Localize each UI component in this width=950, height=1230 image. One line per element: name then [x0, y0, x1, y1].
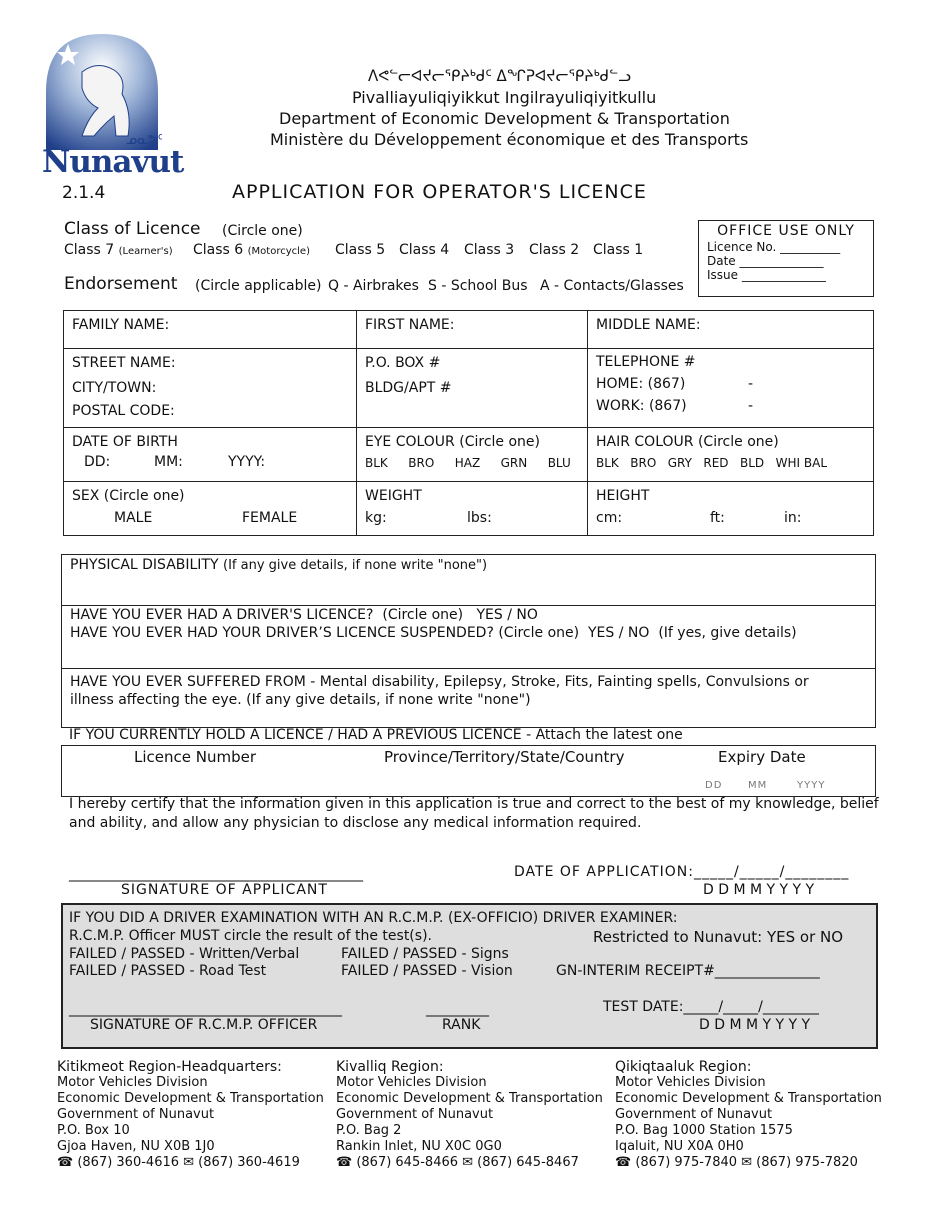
office-issue: Issue ______________ [707, 268, 826, 282]
rcmp-vision[interactable]: FAILED / PASSED - Vision [341, 963, 513, 979]
address-cell[interactable]: STREET NAME: CITY/TOWN: POSTAL CODE: [64, 349, 357, 428]
eye-haz[interactable]: HAZ [454, 456, 481, 470]
rcmp-restricted[interactable]: Restricted to Nunavut: YES or NO [593, 928, 844, 946]
family-name-cell[interactable]: FAMILY NAME: [64, 311, 357, 349]
certification-line-2: and ability, and allow any physician to disclose any medical information required. [69, 815, 642, 831]
date-of-birth-cell[interactable]: DATE OF BIRTH DD: MM: YYYY: [64, 428, 357, 482]
q2-yes-no[interactable]: YES / NO [588, 625, 650, 641]
endorsement-airbrakes[interactable]: Q - Airbrakes [328, 278, 419, 294]
endorsement-note: (Circle applicable) [195, 278, 322, 294]
header-english: Department of Economic Development & Transportation [279, 109, 730, 128]
previous-licence-box[interactable] [61, 745, 876, 797]
fax-icon: ✉ (867) 975-7820 [741, 1155, 858, 1170]
endorsement-school-bus[interactable]: S - School Bus [428, 278, 528, 294]
class-5-option[interactable]: Class 5 [335, 242, 386, 258]
rcmp-road[interactable]: FAILED / PASSED - Road Test [69, 963, 267, 979]
rcmp-date-format: D D M M Y Y Y Y [699, 1017, 811, 1033]
hair-colour-cell[interactable]: HAIR COLOUR (Circle one) BLK BRO GRY RED BLD WHI BAL [588, 428, 874, 482]
q1-yes-no[interactable]: YES / NO [476, 607, 538, 623]
fax-icon: ✉ (867) 645-8467 [462, 1155, 579, 1170]
class-2-option[interactable]: Class 2 [529, 242, 580, 258]
rcmp-signature-line[interactable]: _______________________________________ [69, 1001, 342, 1017]
header-french: Ministère du Développement économique et des Transports [270, 130, 749, 149]
rcmp-test-date[interactable]: TEST DATE:_____/_____/________ [603, 999, 819, 1015]
rcmp-rank-line[interactable]: _________ [426, 1001, 489, 1017]
hair-red[interactable]: RED [703, 456, 729, 470]
hair-bro[interactable]: BRO [630, 456, 657, 470]
rcmp-signature-label: SIGNATURE OF R.C.M.P. OFFICER [90, 1017, 318, 1033]
rcmp-box [61, 903, 878, 1049]
office-use-title: OFFICE USE ONLY [717, 223, 855, 239]
middle-name-cell[interactable]: MIDDLE NAME: [588, 311, 874, 349]
endorsement-label: Endorsement [64, 274, 178, 294]
sex-male[interactable]: MALE [114, 510, 153, 526]
form-number: 2.1.4 [62, 183, 106, 203]
rcmp-rank-label: RANK [442, 1017, 481, 1033]
svg-text:ᓄᓇᕗᑦ: ᓄᓇᕗᑦ [126, 133, 162, 148]
col-licence-number: Licence Number [134, 748, 257, 766]
form-title: APPLICATION FOR OPERATOR'S LICENCE [232, 181, 647, 203]
office-licence-no: Licence No. __________ [707, 240, 841, 254]
hair-bal[interactable]: BAL [803, 456, 828, 470]
sex-cell[interactable]: SEX (Circle one) MALE FEMALE [64, 482, 357, 536]
sex-female[interactable]: FEMALE [242, 510, 298, 526]
eye-grn[interactable]: GRN [500, 456, 528, 470]
region-kivalliq: Kivalliq Region: Motor Vehicles Division Economic Development & Transportation Government of Nunavut P.O. Bag 2 Rankin Inlet, NU X0C 0G0 ☎ (867) 645-8466 ✉ (867) 645-8467 [336, 1059, 603, 1170]
rcmp-instruction: R.C.M.P. Officer MUST circle the result of the test(s). [69, 928, 432, 944]
rcmp-written[interactable]: FAILED / PASSED - Written/Verbal [69, 946, 300, 962]
col-province: Province/Territory/State/Country [384, 748, 625, 766]
hair-whi[interactable]: WHI [775, 456, 801, 470]
header-inuinnaqtun: Pivalliayuliqiyikkut Ingilrayuliqiyitkullu [352, 88, 657, 107]
hair-blk[interactable]: BLK [596, 456, 619, 470]
height-cell[interactable]: HEIGHT cm: ft: in: [588, 482, 874, 536]
header-syllabics: ᐱᕙᓪᓕᐊᔪᓕᕿᔨᒃᑯᑦ ᐃᖏᕈᐊᔪᓕᕿᔨᒃᑯᓪᓗ [368, 67, 631, 85]
phone-icon: ☎ (867) 645-8466 [336, 1155, 459, 1170]
application-date-format: D D M M Y Y Y Y [703, 882, 815, 898]
fax-icon: ✉ (867) 360-4619 [183, 1155, 300, 1170]
licence-history-section[interactable]: HAVE YOU EVER HAD A DRIVER'S LICENCE? (Circle one) YES / NO HAVE YOU EVER HAD YOUR DRIVER’S LICENCE SUSPENDED? (Circle one) YES / NO (If yes, give details) [62, 606, 875, 669]
class-1-option[interactable]: Class 1 [593, 242, 644, 258]
questions-box [61, 554, 876, 728]
logo-wordmark: Nunavut [42, 144, 184, 180]
weight-cell[interactable]: WEIGHT kg: lbs: [357, 482, 588, 536]
rcmp-signs[interactable]: FAILED / PASSED - Signs [341, 946, 509, 962]
nunavut-logo [42, 32, 184, 180]
applicant-signature-line[interactable]: __________________________________________ [69, 866, 363, 882]
hair-gry[interactable]: GRY [667, 456, 692, 470]
hair-bld[interactable]: BLD [740, 456, 765, 470]
region-kitikmeot: Kitikmeot Region-Headquarters: Motor Vehicles Division Economic Development & Transportation Government of Nunavut P.O. Box 10 Gjoa Haven, NU X0B 1J0 ☎ (867) 360-4616 ✉ (867) 360-4619 [57, 1059, 324, 1170]
eye-blk[interactable]: BLK [365, 456, 388, 470]
first-name-cell[interactable]: FIRST NAME: [357, 311, 588, 349]
expiry-yyyy: YYYY [797, 780, 826, 791]
rcmp-title: IF YOU DID A DRIVER EXAMINATION WITH AN R.C.M.P. (EX-OFFICIO) DRIVER EXAMINER: [69, 910, 678, 926]
region-qikiqtaaluk: Qikiqtaaluk Region: Motor Vehicles Division Economic Development & Transportation Government of Nunavut P.O. Bag 1000 Station 1575 Iqaluit, NU X0A 0H0 ☎ (867) 975-7840 ✉ (867) 975-7820 [615, 1059, 882, 1170]
phone-icon: ☎ (867) 975-7840 [615, 1155, 738, 1170]
phone-icon: ☎ (867) 360-4616 [57, 1155, 180, 1170]
disability-section[interactable]: PHYSICAL DISABILITY (If any give details, if none write "none") [62, 555, 875, 606]
class-of-licence-label: Class of Licence [64, 219, 201, 239]
telephone-cell[interactable]: TELEPHONE # HOME: (867) - WORK: (867) - [588, 349, 874, 428]
eye-bro[interactable]: BRO [408, 456, 435, 470]
application-date[interactable]: DATE OF APPLICATION:_____/_____/________ [514, 864, 850, 880]
class-6-option[interactable]: Class 6 (Motorcycle) [193, 242, 310, 258]
eye-colour-cell[interactable]: EYE COLOUR (Circle one) BLK BRO HAZ GRN BLU [357, 428, 588, 482]
col-expiry: Expiry Date [718, 748, 806, 766]
expiry-mm: MM [748, 780, 768, 791]
office-date: Date ______________ [707, 254, 824, 268]
certification-line-1: I hereby certify that the information given in this application is true and correct to the best of my knowledge, belief [69, 796, 879, 812]
applicant-signature-label: SIGNATURE OF APPLICANT [121, 882, 328, 898]
personal-info-table [63, 310, 874, 536]
rcmp-receipt[interactable]: GN-INTERIM RECEIPT#_______________ [556, 963, 820, 979]
class-3-option[interactable]: Class 3 [464, 242, 515, 258]
class-4-option[interactable]: Class 4 [399, 242, 450, 258]
previous-licence-heading: IF YOU CURRENTLY HOLD A LICENCE / HAD A PREVIOUS LICENCE - Attach the latest one [69, 727, 683, 743]
office-use-box [698, 220, 874, 297]
class-of-licence-note: (Circle one) [222, 223, 303, 239]
eye-blu[interactable]: BLU [547, 456, 571, 470]
endorsement-contacts[interactable]: A - Contacts/Glasses [540, 278, 684, 294]
class-7-option[interactable]: Class 7 (Learner's) [64, 242, 173, 258]
medical-section[interactable]: HAVE YOU EVER SUFFERED FROM - Mental disability, Epilepsy, Stroke, Fits, Fainting spells, Convulsions or illness affecting the eye. (If any give details, if none write "none") [70, 674, 809, 708]
expiry-dd: DD [705, 780, 723, 791]
po-box-cell[interactable]: P.O. BOX # BLDG/APT # [357, 349, 588, 428]
